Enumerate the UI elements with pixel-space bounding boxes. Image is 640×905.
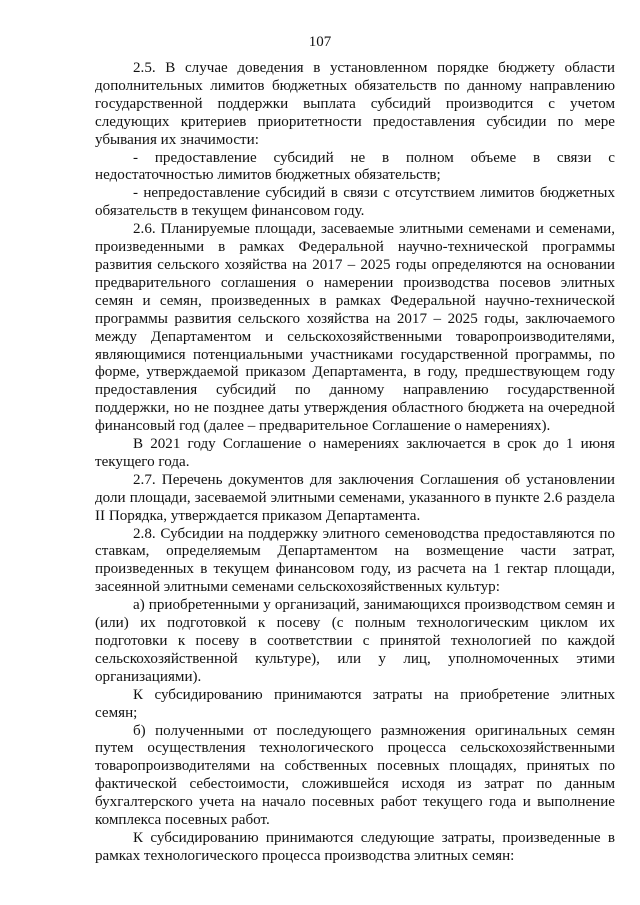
paragraph-criterion-2: - непредоставление субсидий в связи с отсутствием лимитов бюджетных обязательств в текущем финансовом году.	[95, 185, 615, 220]
paragraph-2-5: 2.5. В случае доведения в установленном порядке бюджету области дополнительных лимитов бюджетных обязательств по данному направлению государственной поддержки выплата субсидий производится с учетом следующих критериев приоритетности предоставления субсидии по мере убывания их значимости:	[95, 60, 615, 148]
paragraph-2-7: 2.7. Перечень документов для заключения Соглашения об установлении доли площади, засеваемой элитными семенами, указанного в пункте 2.6 раздела II Порядка, утверждается приказом Департамента.	[95, 471, 615, 524]
paragraph-item-b: б) полученными от последующего размножения оригинальных семян путем осуществления технологического процесса сельскохозяйственными товаропроизводителями на собственных посевных площадях, принятых по фактической себестоимости, сложившейся исходя из затрат по данным бухгалтерского учета на начало посевных работ текущего года и выполнение комплекса посевных работ.	[95, 722, 615, 829]
paragraph-2-6: 2.6. Планируемые площади, засеваемые элитными семенами и семенами, произведенными в рамках Федеральной научно-технической программы развития сельского хозяйства на 2017 – 2025 годы определяются на основании предварительного соглашения о намерении производства посевов элитных семян и семян, произведенных в рамках Федеральной научно-технической программы развития сельского хозяйства на 2017 – 2025 годы, заключаемого между Департаментом и сельскохозяйственными товаропроизводителями, являющимися потенциальными участниками государственной программы, по форме, утверждаемой приказом Департамента, в году, предшествующем году предоставления субсидий по данному направлению государственной поддержки, но не позднее даты утверждения областного бюджета на очередной финансовый год (далее – предварительное Соглашение о намерениях).	[95, 221, 615, 435]
paragraph-criterion-1: - предоставление субсидий не в полном объеме в связи с недостаточностью лимитов бюджетных обязательств;	[95, 149, 615, 184]
paragraph-item-a: а) приобретенными у организаций, занимающихся производством семян и (или) их подготовкой к посеву (с полным технологическим циклом их подготовки к посеву в соответствии с принятой технологией по каждой сельскохозяйственной культуре), или у лиц, уполномоченных этими организациями).	[95, 597, 615, 685]
paragraph-subsidy-costs: К субсидированию принимаются следующие затраты, произведенные в рамках технологического процесса производства элитных семян:	[95, 829, 615, 864]
paragraph-subsidy-elite-seeds: К субсидированию принимаются затраты на приобретение элитных семян;	[95, 686, 615, 721]
document-body	[95, 60, 615, 866]
paragraph-2021-agreement: В 2021 году Соглашение о намерениях заключается в срок до 1 июня текущего года.	[95, 436, 615, 470]
paragraph-2-8: 2.8. Субсидии на поддержку элитного семеноводства предоставляются по ставкам, определяемым Департаментом на возмещение части затрат, произведенных в текущем финансовом году, из расчета на 1 гектар площади, засеянной элитными семенами сельскохозяйственных культур:	[95, 525, 615, 596]
page-number: 107	[308, 34, 332, 50]
